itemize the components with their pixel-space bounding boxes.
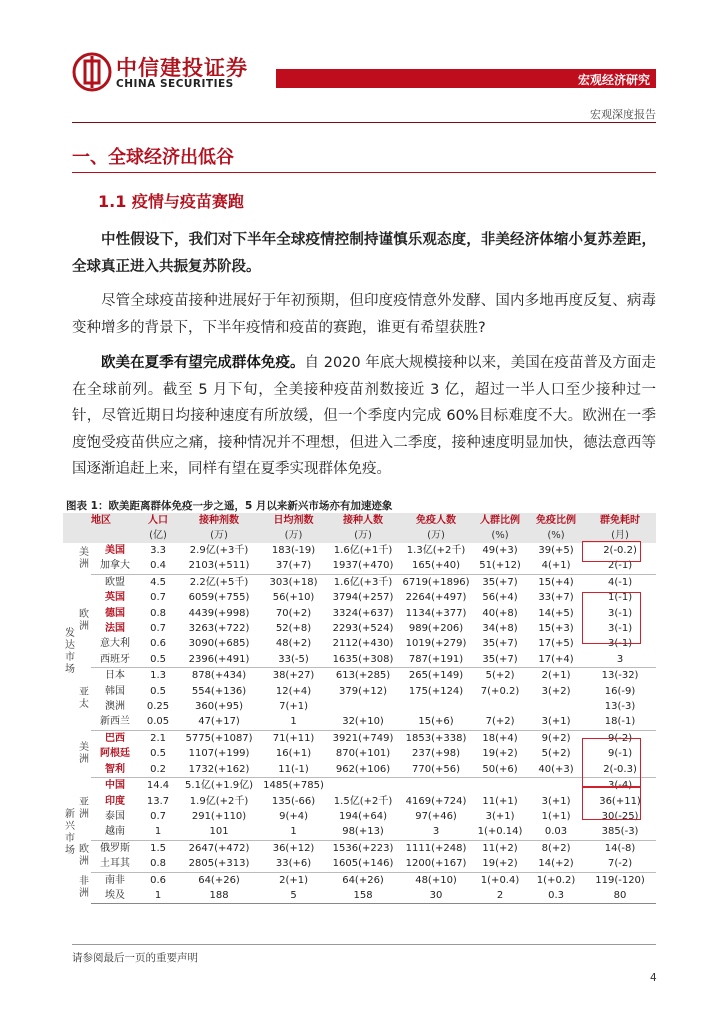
paragraph-summary: 中性假设下，我们对下半年全球疫情控制持谨慎乐观态度，非美经济体缩小复苏差距，全球真正进入共振复苏阶段。 — [72, 232, 656, 275]
immune-pct-cell: 14(+2) — [538, 858, 574, 870]
population-cell: 4.5 — [139, 574, 177, 590]
country-cell: 澳洲 — [105, 701, 126, 713]
vaccinated-cell: 3324(+637) — [332, 607, 394, 619]
months-to-herd-cell: 9(-2) — [584, 730, 656, 746]
paragraph-context: 尽管全球疫苗接种进展好于年初预期，但印度疫情意外发酵、国内多地再度反复、病毒变种增多的背景下，下半年疫情和疫苗的赛跑，谁更有希望获胜? — [72, 293, 656, 336]
immune-pct-cell — [528, 778, 584, 794]
immune-pct-cell: 17(+4) — [538, 653, 574, 665]
months-to-herd-cell: 13(-3) — [604, 701, 636, 713]
immune-pct-cell: 5(+2) — [541, 748, 571, 760]
vaccinated-cell: 613(+285) — [326, 668, 400, 684]
unit-vaccinated: (万) — [326, 528, 400, 543]
immune-pct-cell: 3(+2) — [541, 685, 571, 697]
immune-cell: 4169(+724) — [405, 795, 467, 807]
months-to-herd-cell: 2(-0.3) — [603, 763, 637, 775]
immune-cell: 1.3亿(+2千) — [406, 545, 466, 556]
daily-doses-cell: 2(+1) — [261, 872, 326, 888]
vaccinated-pct-cell: 5(+2) — [472, 668, 528, 684]
immune-pct-cell: 8(+2) — [528, 840, 584, 856]
table-row — [63, 606, 656, 621]
doses-cell: 3090(+685) — [188, 638, 250, 650]
vaccinated-pct-cell: 2 — [472, 888, 528, 904]
col-header-vaccinated: 接种人数 — [326, 513, 400, 528]
vaccinated-cell: 1.6亿(+3千) — [326, 574, 400, 590]
immune-cell: 175(+124) — [408, 685, 464, 697]
population-cell: 13.7 — [146, 795, 170, 807]
immune-cell: 989(+206) — [408, 623, 464, 635]
country-cell: 泰国 — [105, 810, 126, 822]
months-to-herd-cell: 80 — [584, 888, 656, 904]
unit-immune-pct: (%) — [528, 528, 584, 543]
table-row — [63, 730, 656, 746]
vaccinated-pct-cell: 1(+0.4) — [472, 872, 528, 888]
vaccinated-cell: 2112(+430) — [332, 638, 394, 650]
vaccinated-pct-cell: 18(+4) — [472, 730, 528, 746]
population-cell: 0.2 — [150, 763, 166, 775]
months-to-herd-cell: 13(-32) — [584, 668, 656, 684]
table-row — [63, 699, 656, 714]
months-to-herd-cell: 14(-8) — [584, 840, 656, 856]
vaccinated-cell: 1.5亿(+2千) — [333, 795, 393, 807]
col-header-vaccinated-pct: 人群比例 — [472, 513, 528, 528]
country-cell: 越南 — [105, 826, 126, 838]
country-cell: 美国 — [105, 545, 126, 556]
paragraph-body: 自 2020 年底大规模接种以来，美国在疫苗普及方面走在全球前列。截至 5 月下旬，全美接种疫苗剂数接近 3 亿，超过一半人口至少接种过一针，尽管近期日均接种速度有所放缓，但一个季度内完成 60%目标难度不大。欧洲在一季度饱受疫苗供应之痛，接种情况并不理想，但进入二季度，接种速度明显加快，德法意西等国逐渐追赶上来，同样有望在夏季实现群体免疫。 — [72, 355, 657, 477]
daily-doses-cell: 33(+6) — [275, 858, 312, 870]
vaccinated-pct-cell — [472, 778, 528, 794]
section-heading-text: 一、全球经济出低谷 — [72, 147, 234, 168]
vaccinated-pct-cell: 19(+2) — [482, 748, 518, 760]
country-cell: 俄罗斯 — [91, 840, 139, 856]
daily-doses-cell: 1 — [290, 826, 297, 838]
daily-doses-cell: 183(-19) — [271, 545, 316, 556]
country-cell: 意大利 — [100, 638, 131, 650]
unit-daily-doses: (万) — [261, 528, 326, 543]
daily-doses-cell: 11(-1) — [278, 763, 309, 775]
doses-cell: 5.1亿(+1.9亿) — [177, 778, 261, 794]
table-row — [63, 574, 656, 590]
immune-cell: 1853(+338) — [400, 730, 472, 746]
vaccinated-cell: 158 — [326, 888, 400, 904]
table-row — [63, 888, 656, 904]
months-to-herd-cell: 18(-1) — [604, 716, 636, 728]
population-cell: 0.5 — [150, 685, 166, 697]
population-cell: 0.8 — [150, 607, 166, 619]
doses-cell: 360(+95) — [195, 701, 244, 713]
unit-immune: (万) — [400, 528, 472, 543]
series-label: 宏观经济研究 — [577, 73, 650, 87]
col-header-months-to-herd: 群免耗时 — [584, 513, 656, 528]
table-units-row — [63, 528, 656, 543]
vaccinated-pct-cell: 11(+1) — [482, 795, 518, 807]
doses-cell: 2.2亿(+5千) — [177, 574, 261, 590]
vaccinated-pct-cell: 7(+2) — [485, 716, 515, 728]
months-to-herd-cell: 3(-1) — [607, 623, 633, 635]
country-cell: 新西兰 — [100, 716, 131, 728]
months-to-herd-cell: 3 — [616, 653, 624, 665]
immune-cell: 97(+46) — [415, 810, 457, 822]
table-row — [63, 809, 656, 824]
population-cell: 3.3 — [150, 545, 166, 556]
country-cell: 智利 — [105, 763, 126, 775]
vaccinated-cell: 98(+13) — [342, 826, 384, 838]
immune-pct-cell: 17(+5) — [538, 638, 574, 650]
table-row — [63, 794, 656, 809]
immune-pct-cell: 40(+3) — [538, 763, 574, 775]
footer-divider — [72, 944, 656, 945]
doses-cell: 2647(+472) — [177, 840, 261, 856]
daily-doses-cell: 33(-5) — [278, 653, 309, 665]
immune-pct-cell: 15(+4) — [528, 574, 584, 590]
population-cell: 14.4 — [139, 778, 177, 794]
unit-months-to-herd: (月) — [584, 528, 656, 543]
months-to-herd-cell: 385(-3) — [601, 826, 639, 838]
doses-cell: 1107(+199) — [188, 748, 250, 760]
region-label: 欧洲 — [79, 609, 89, 633]
table-row — [63, 590, 656, 605]
table-row — [63, 714, 656, 730]
highlight-box-us — [582, 541, 641, 562]
immune-pct-cell: 9(+2) — [528, 730, 584, 746]
immune-pct-cell — [528, 699, 584, 714]
months-to-herd-cell: 1(-1) — [607, 592, 633, 604]
doses-cell: 2805(+313) — [188, 858, 250, 870]
daily-doses-cell: 71(+11) — [261, 730, 326, 746]
immune-pct-cell: 15(+3) — [538, 623, 574, 635]
months-to-herd-cell: 9(-1) — [607, 748, 633, 760]
col-header-region: 地区 — [63, 513, 139, 528]
unit-doses: (万) — [177, 528, 261, 543]
immune-cell: 48(+10) — [400, 872, 472, 888]
doses-cell: 4439(+998) — [188, 607, 250, 619]
immune-cell: 2264(+497) — [405, 592, 467, 604]
region-label: 亚太 — [79, 687, 89, 711]
population-cell: 0.5 — [150, 748, 166, 760]
vaccinated-cell: 2293(+524) — [332, 623, 394, 635]
doses-cell: 1732(+162) — [188, 763, 250, 775]
immune-cell: 1111(+248) — [400, 840, 472, 856]
daily-doses-cell: 52(+8) — [275, 623, 312, 635]
vaccinated-pct-cell: 1(+0.14) — [477, 826, 523, 838]
immune-pct-cell: 3(+1) — [541, 795, 571, 807]
table-row — [63, 872, 656, 888]
report-type: 宏观深度报告 — [590, 108, 656, 121]
col-header-immune: 免疫人数 — [400, 513, 472, 528]
country-cell: 欧盟 — [91, 574, 139, 590]
immune-pct-cell: 39(+5) — [538, 545, 574, 556]
highlight-box-latam — [582, 738, 641, 787]
vaccinated-cell: 1635(+308) — [332, 653, 394, 665]
vaccinated-cell: 32(+10) — [342, 716, 384, 728]
vaccinated-cell: 1937(+470) — [332, 560, 394, 572]
country-cell: 阿根廷 — [100, 748, 131, 760]
vaccinated-cell — [326, 699, 400, 714]
population-cell: 0.7 — [150, 810, 166, 822]
table-row — [63, 824, 656, 840]
vaccinated-cell: 64(+26) — [326, 872, 400, 888]
immune-pct-cell: 0.3 — [528, 888, 584, 904]
months-to-herd-cell: 119(-120) — [584, 872, 656, 888]
doses-cell: 1.9亿(+2千) — [189, 795, 249, 807]
population-cell: 1.3 — [139, 668, 177, 684]
months-to-herd-cell: 3(-1) — [607, 638, 633, 650]
vaccinated-cell: 194(+64) — [339, 810, 388, 822]
population-cell: 0.7 — [150, 592, 166, 604]
months-to-herd-cell: 36(+11) — [599, 795, 641, 807]
table-row — [63, 778, 656, 794]
vaccinated-pct-cell: 3(+1) — [485, 810, 515, 822]
market-group-label: 发达市场 — [65, 628, 75, 676]
col-header-doses: 接种剂数 — [177, 513, 261, 528]
immune-cell: 15(+6) — [418, 716, 454, 728]
company-logo — [72, 50, 247, 100]
citic-logo-icon — [72, 52, 112, 92]
vaccinated-pct-cell: 50(+6) — [482, 763, 518, 775]
daily-doses-cell: 48(+2) — [275, 638, 312, 650]
doses-cell: 101 — [209, 826, 229, 838]
table-row — [63, 543, 656, 558]
population-cell: 0.8 — [150, 858, 166, 870]
country-cell: 日本 — [91, 668, 139, 684]
table-row — [63, 636, 656, 651]
market-group-label: 新兴市场 — [65, 808, 75, 856]
vaccinated-pct-cell: 11(+2) — [472, 840, 528, 856]
immune-pct-cell: 2(+1) — [528, 668, 584, 684]
daily-doses-cell: 135(-66) — [271, 795, 316, 807]
vaccinated-cell: 1.6亿(+1千) — [333, 545, 393, 556]
population-cell: 0.05 — [146, 716, 170, 728]
country-cell: 埃及 — [91, 888, 139, 904]
table-row — [63, 746, 656, 761]
page-number: 4 — [650, 972, 657, 984]
section-heading — [72, 143, 656, 173]
vaccination-table — [63, 513, 656, 904]
country-cell: 加拿大 — [100, 560, 131, 572]
immune-cell: 1200(+167) — [405, 858, 467, 870]
immune-pct-cell: 33(+7) — [538, 592, 574, 604]
immune-cell — [400, 778, 472, 794]
population-cell: 0.4 — [150, 560, 166, 572]
immune-pct-cell: 1(+0.2) — [528, 872, 584, 888]
vaccinated-pct-cell: 19(+2) — [482, 858, 518, 870]
months-to-herd-cell: 7(-2) — [607, 858, 633, 870]
immune-cell — [400, 699, 472, 714]
immune-pct-cell: 1(+1) — [541, 810, 571, 822]
logo-name-cn: 中信建投证券 — [116, 56, 248, 80]
population-cell: 2.1 — [139, 730, 177, 746]
population-cell: 1 — [139, 888, 177, 904]
immune-cell: 770(+56) — [412, 763, 461, 775]
table-row — [63, 856, 656, 872]
region-label: 欧洲 — [79, 844, 89, 868]
daily-doses-cell: 12(+4) — [275, 685, 312, 697]
vaccinated-pct-cell: 35(+7) — [482, 638, 518, 650]
region-label: 非洲 — [79, 875, 89, 899]
doses-cell: 2.9亿(+3千) — [189, 545, 249, 556]
figure-title: 图表 1：欧美距离群体免疫一步之遥，5 月以来新兴市场亦有加速迹象 — [66, 500, 393, 512]
table-body — [63, 543, 656, 904]
daily-doses-cell: 38(+27) — [261, 668, 326, 684]
vaccinated-pct-cell: 35(+7) — [472, 574, 528, 590]
table-row — [63, 558, 656, 574]
country-cell: 印度 — [105, 795, 126, 807]
immune-cell: 6719(+1896) — [400, 574, 472, 590]
country-cell: 土耳其 — [100, 858, 131, 870]
unit-region — [63, 528, 139, 543]
immune-cell: 1134(+377) — [405, 607, 467, 619]
vaccinated-cell: 1536(+223) — [326, 840, 400, 856]
population-cell: 1.5 — [139, 840, 177, 856]
table-row — [63, 668, 656, 684]
vaccinated-pct-cell: 7(+0.2) — [480, 685, 520, 697]
doses-cell: 3263(+722) — [188, 623, 250, 635]
vaccinated-pct-cell: 40(+8) — [482, 607, 518, 619]
immune-cell: 787(+191) — [408, 653, 464, 665]
vaccinated-pct-cell: 34(+8) — [482, 623, 518, 635]
daily-doses-cell: 5 — [261, 888, 326, 904]
population-cell: 1 — [154, 826, 162, 838]
daily-doses-cell: 56(+10) — [272, 592, 315, 604]
col-header-daily-doses: 日均剂数 — [261, 513, 326, 528]
table-header-row — [63, 513, 656, 528]
region-label: 美洲 — [79, 741, 89, 765]
doses-cell: 2103(+511) — [188, 560, 250, 572]
vaccinated-pct-cell — [472, 699, 528, 714]
country-cell: 巴西 — [91, 730, 139, 746]
months-to-herd-cell: 16(-9) — [604, 685, 636, 697]
population-cell: 0.6 — [139, 872, 177, 888]
doses-cell: 291(+110) — [191, 810, 247, 822]
vaccinated-cell: 379(+12) — [339, 685, 388, 697]
paragraph-lead: 欧美在夏季有望完成群体免疫。 — [101, 355, 305, 371]
series-banner — [276, 69, 656, 88]
vaccinated-cell: 1605(+146) — [332, 858, 394, 870]
daily-doses-cell: 1485(+785) — [261, 778, 326, 794]
doses-cell: 47(+17) — [198, 716, 240, 728]
daily-doses-cell: 70(+2) — [275, 607, 312, 619]
daily-doses-cell: 7(+1) — [279, 701, 308, 713]
table-row — [63, 621, 656, 636]
immune-cell: 237(+98) — [412, 748, 461, 760]
vaccinated-cell: 3921(+749) — [326, 730, 400, 746]
table-row — [63, 840, 656, 856]
vaccinated-cell: 3794(+257) — [332, 592, 394, 604]
table-row — [63, 652, 656, 668]
region-label: 亚洲 — [79, 796, 89, 820]
doses-cell: 878(+434) — [177, 668, 261, 684]
months-to-herd-cell: 3(-4) — [584, 778, 656, 794]
country-cell: 中国 — [91, 778, 139, 794]
vaccinated-pct-cell: 49(+3) — [482, 545, 518, 556]
population-cell: 0.5 — [150, 653, 166, 665]
country-cell: 德国 — [105, 607, 126, 619]
months-to-herd-cell: 2(-0.2) — [603, 545, 637, 556]
doses-cell: 64(+26) — [177, 872, 261, 888]
vaccinated-pct-cell: 35(+7) — [482, 653, 518, 665]
months-to-herd-cell: 2(-1) — [607, 560, 633, 572]
population-cell: 0.6 — [150, 638, 166, 650]
immune-pct-cell: 3(+1) — [541, 716, 571, 728]
unit-population: (亿) — [139, 528, 177, 543]
daily-doses-cell: 303(+18) — [261, 574, 326, 590]
months-to-herd-cell: 3(-1) — [607, 607, 633, 619]
daily-doses-cell: 9(+4) — [279, 810, 308, 822]
immune-pct-cell: 0.03 — [544, 826, 568, 838]
country-cell: 南非 — [91, 872, 139, 888]
months-to-herd-cell: 4(-1) — [584, 574, 656, 590]
vaccinated-cell — [326, 778, 400, 794]
immune-cell: 3 — [432, 826, 440, 838]
immune-cell: 165(+40) — [412, 560, 461, 572]
unit-vaccinated-pct: (%) — [472, 528, 528, 543]
daily-doses-cell: 1 — [290, 716, 297, 728]
daily-doses-cell: 37(+7) — [275, 560, 312, 572]
country-cell: 法国 — [105, 623, 126, 635]
immune-cell: 30 — [400, 888, 472, 904]
region-label: 美洲 — [79, 546, 89, 570]
population-cell: 0.7 — [150, 623, 166, 635]
col-header-population: 人口 — [139, 513, 177, 528]
daily-doses-cell: 36(+12) — [261, 840, 326, 856]
immune-pct-cell: 4(+1) — [541, 560, 571, 572]
vaccinated-cell: 870(+101) — [335, 748, 391, 760]
vaccination-table-wrap — [63, 513, 656, 904]
highlight-box-asia — [582, 787, 641, 820]
doses-cell: 6059(+755) — [188, 592, 250, 604]
country-cell: 英国 — [105, 592, 126, 604]
daily-doses-cell: 16(+1) — [275, 748, 312, 760]
vaccinated-pct-cell: 56(+4) — [482, 592, 518, 604]
country-cell: 西班牙 — [100, 653, 131, 665]
logo-name-en: CHINA SECURITIES — [116, 78, 234, 90]
col-header-immune-pct: 免疫比例 — [528, 513, 584, 528]
footer-disclaimer: 请参阅最后一页的重要声明 — [72, 952, 198, 964]
table-row — [63, 684, 656, 699]
doses-cell: 554(+136) — [191, 685, 247, 697]
doses-cell: 5775(+1087) — [177, 730, 261, 746]
doses-cell: 2396(+491) — [188, 653, 250, 665]
population-cell: 0.25 — [146, 701, 170, 713]
table-row — [63, 762, 656, 778]
highlight-box-europe — [582, 592, 641, 644]
immune-cell: 1019(+279) — [405, 638, 467, 650]
subsection-heading: 1.1 疫情与疫苗赛跑 — [98, 192, 244, 211]
country-cell: 韩国 — [105, 685, 126, 697]
vaccinated-pct-cell: 51(+12) — [479, 560, 521, 572]
months-to-herd-cell: 30(-25) — [601, 810, 639, 822]
header-divider — [72, 122, 656, 123]
immune-pct-cell: 14(+5) — [538, 607, 574, 619]
paragraph-europe-us — [72, 350, 656, 483]
immune-cell: 265(+149) — [400, 668, 472, 684]
doses-cell: 188 — [177, 888, 261, 904]
vaccinated-cell: 962(+106) — [335, 763, 391, 775]
